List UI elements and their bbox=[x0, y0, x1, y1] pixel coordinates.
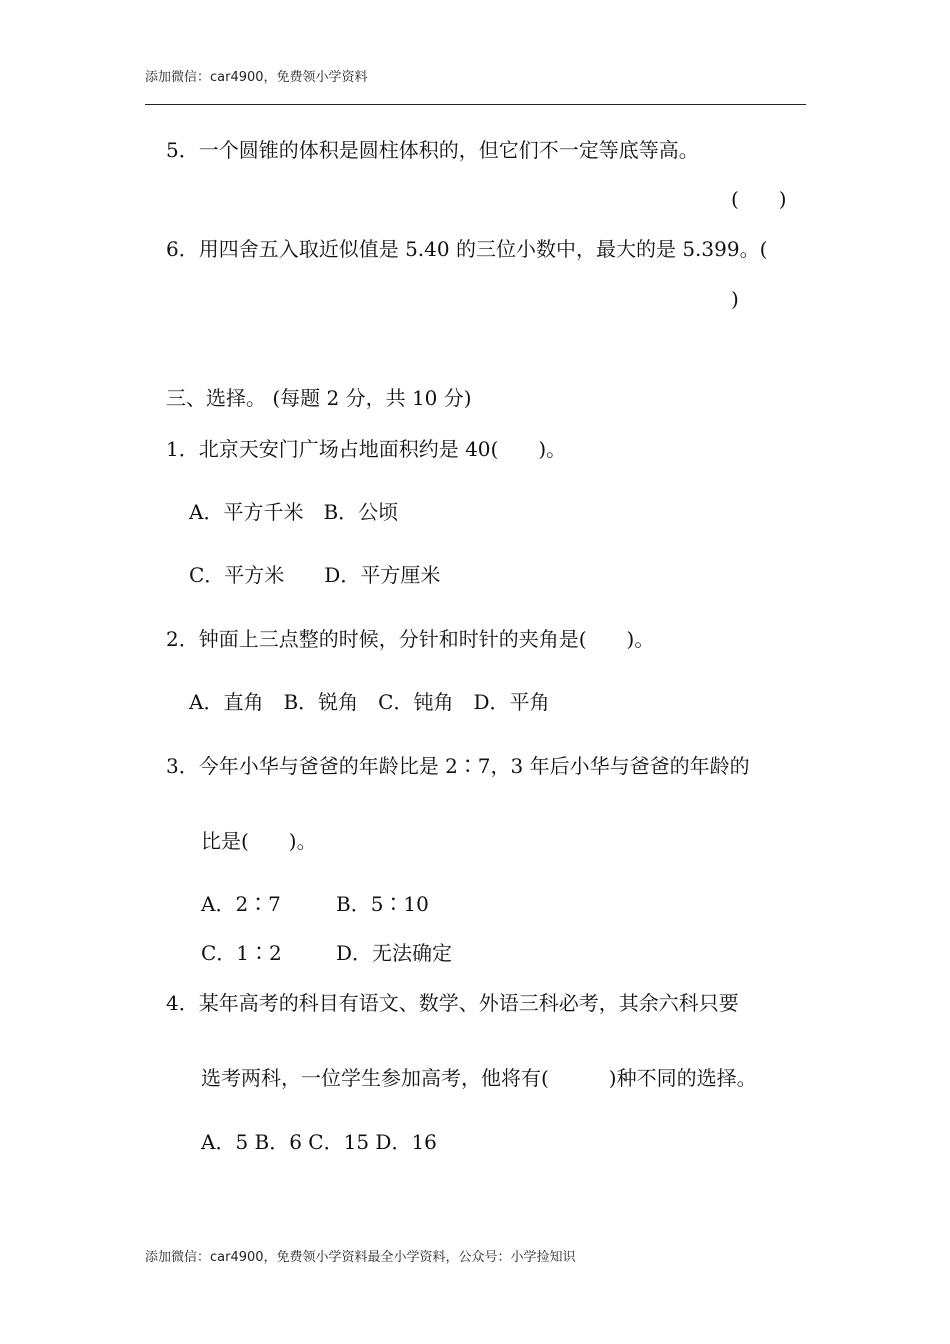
question-5-text: 5．一个圆锥的体积是圆柱体积的，但它们不一定等底等高。 bbox=[166, 138, 699, 162]
question-5-answer-paren: ( ) bbox=[731, 187, 787, 211]
choice-question-2-text: 2．钟面上三点整的时候，分针和时针的夹角是( )。 bbox=[166, 627, 655, 651]
choice-question-3-option-d: D．无法确定 bbox=[336, 941, 453, 965]
page-header-text: 添加微信：car4900，免费领小学资料 bbox=[145, 70, 368, 85]
choice-question-3-line1: 3．今年小华与爸爸的年龄比是 2∶7，3 年后小华与爸爸的年龄的 bbox=[166, 754, 750, 778]
question-6-text: 6．用四舍五入取近似值是 5.40 的三位小数中，最大的是 5.399。( bbox=[166, 237, 768, 261]
question-6-answer-paren: ) bbox=[731, 287, 739, 311]
choice-question-3-option-b: B．5∶10 bbox=[336, 892, 429, 916]
choice-question-2-options: A．直角 B．锐角 C．钝角 D．平角 bbox=[189, 690, 550, 714]
choice-question-3-option-a: A．2∶7 bbox=[201, 892, 281, 916]
choice-question-1-options-row1: A．平方千米 B．公顷 bbox=[189, 500, 399, 524]
page-footer-text: 添加微信：car4900，免费领小学资料最全小学资料，公众号：小学捡知识 bbox=[145, 1250, 576, 1265]
section-heading-choice: 三、选择。 (每题 2 分，共 10 分) bbox=[166, 386, 472, 410]
choice-question-3-line2: 比是( )。 bbox=[201, 829, 317, 853]
choice-question-4-line1: 4．某年高考的科目有语文、数学、外语三科必考，其余六科只要 bbox=[166, 991, 739, 1015]
choice-question-1-options-row2: C．平方米 D．平方厘米 bbox=[189, 563, 441, 587]
choice-question-3-option-c: C．1∶2 bbox=[201, 941, 282, 965]
choice-question-4-options: A．5 B．6 C．15 D．16 bbox=[201, 1130, 437, 1154]
choice-question-4-line2: 选考两科，一位学生参加高考，他将有( )种不同的选择。 bbox=[201, 1066, 757, 1090]
header-rule bbox=[145, 104, 806, 105]
choice-question-1-text: 1．北京天安门广场占地面积约是 40( )。 bbox=[166, 437, 567, 461]
